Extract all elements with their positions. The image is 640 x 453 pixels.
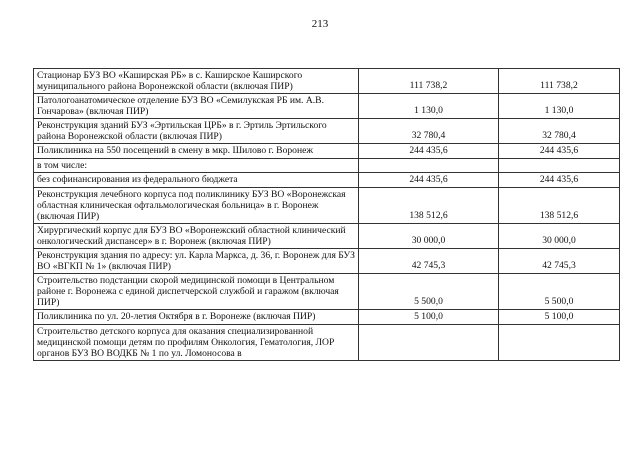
table-row <box>34 69 620 94</box>
table-row <box>34 249 620 274</box>
table-row <box>34 310 620 325</box>
row-name: Реконструкция лечебного корпуса под поликлинику БУЗ ВО «Воронежская областная клиническая офтальмологическая больница» в г. Воронеж (включая ПИР) <box>34 188 359 224</box>
row-value-2: 244 435,6 <box>499 173 620 188</box>
row-name: Стационар БУЗ ВО «Каширская РБ» в с. Каширское Каширского муниципального района Воронежской области (включая ПИР) <box>34 69 359 94</box>
row-name: Поликлиника на 550 посещений в смену в мкр. Шилово г. Воронеж <box>34 144 359 159</box>
row-name: Поликлиника по ул. 20-летия Октября в г. Воронеже (включая ПИР) <box>34 310 359 325</box>
row-value-1 <box>359 159 499 173</box>
row-value-1: 42 745,3 <box>359 249 499 274</box>
row-value-2: 30 000,0 <box>499 224 620 249</box>
row-value-2: 111 738,2 <box>499 69 620 94</box>
row-value-2: 5 100,0 <box>499 310 620 325</box>
budget-table <box>33 68 620 361</box>
table-row <box>34 119 620 144</box>
row-value-1: 138 512,6 <box>359 188 499 224</box>
table-row <box>34 188 620 224</box>
table-row <box>34 325 620 361</box>
row-value-1: 244 435,6 <box>359 173 499 188</box>
row-value-1: 244 435,6 <box>359 144 499 159</box>
table-row <box>34 274 620 310</box>
table-row <box>34 224 620 249</box>
row-value-1: 32 780,4 <box>359 119 499 144</box>
row-value-2: 32 780,4 <box>499 119 620 144</box>
row-name: Реконструкция здания по адресу: ул. Карла Маркса, д. 36, г. Воронеж для БУЗ ВО «ВГКП № 1» (включая ПИР) <box>34 249 359 274</box>
row-value-2: 5 500,0 <box>499 274 620 310</box>
table-row <box>34 159 620 173</box>
table-row <box>34 173 620 188</box>
row-value-1: 30 000,0 <box>359 224 499 249</box>
row-value-2 <box>499 159 620 173</box>
row-value-1: 5 100,0 <box>359 310 499 325</box>
row-name: Строительство детского корпуса для оказания специализированной медицинской помощи детям по профилям Онкология, Гематология, ЛОР органов БУЗ ВО ВОДКБ № 1 по ул. Ломоносова в <box>34 325 359 361</box>
row-value-2: 42 745,3 <box>499 249 620 274</box>
row-name: Реконструкция зданий БУЗ «Эртильская ЦРБ» в г. Эртиль Эртильского района Воронежской области (включая ПИР) <box>34 119 359 144</box>
row-name: Хирургический корпус для БУЗ ВО «Воронежский областной клинический онкологический диспансер» в г. Воронеж (включая ПИР) <box>34 224 359 249</box>
table-row <box>34 144 620 159</box>
page-number: 213 <box>311 18 329 30</box>
row-name: без софинансирования из федерального бюджета <box>34 173 359 188</box>
table-row <box>34 94 620 119</box>
row-value-2 <box>499 325 620 361</box>
page-bottom-margin <box>0 437 640 453</box>
row-value-1: 1 130,0 <box>359 94 499 119</box>
row-value-2: 138 512,6 <box>499 188 620 224</box>
row-name: Строительство подстанции скорой медицинской помощи в Центральном районе г. Воронежа с единой диспетчерской службой и гаражом (включая ПИР) <box>34 274 359 310</box>
row-value-1: 5 500,0 <box>359 274 499 310</box>
row-value-2: 1 130,0 <box>499 94 620 119</box>
row-name: Патологоанатомическое отделение БУЗ ВО «Семилукская РБ им. А.В. Гончарова» (включая ПИР) <box>34 94 359 119</box>
row-value-1: 111 738,2 <box>359 69 499 94</box>
row-name: в том числе: <box>34 159 359 173</box>
row-value-1 <box>359 325 499 361</box>
row-value-2: 244 435,6 <box>499 144 620 159</box>
